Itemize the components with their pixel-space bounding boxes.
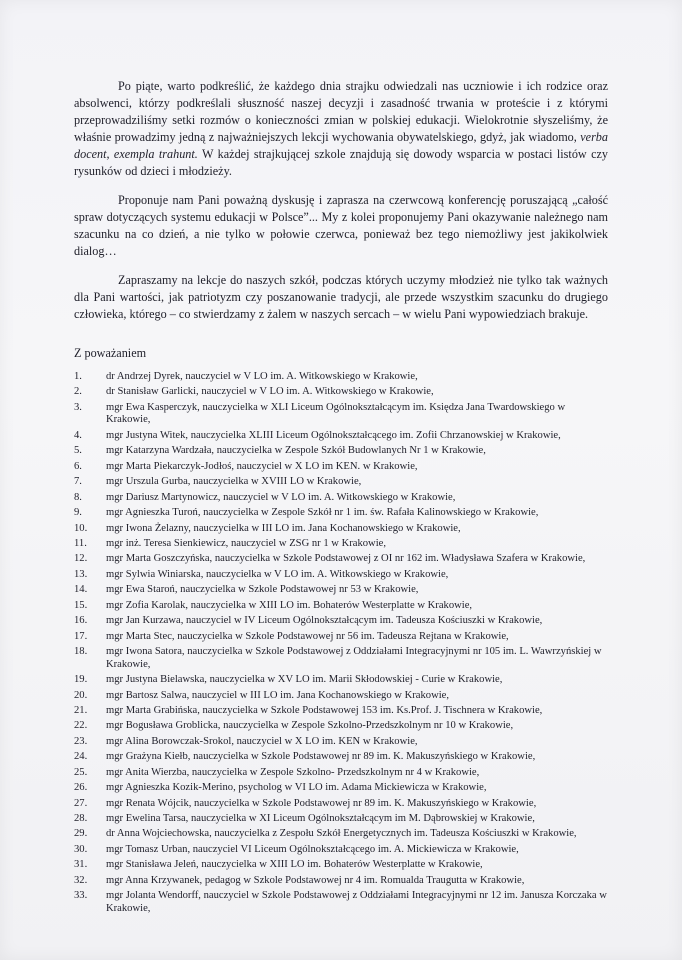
signatory-name: mgr Ewa Staroń, nauczycielka w Szkole Podstawowej nr 53 w Krakowie, [106, 584, 419, 596]
paragraph-1-tail: W każdej strajkującej szkole znajdują się dowody wsparcia w postaci listów czy rysunków od dzieci i młodzieży. [74, 147, 609, 178]
signatory-row [74, 813, 608, 826]
signatory-name: mgr Agnieszka Kozik-Merino, psycholog w VI LO im. Adama Mickiewicza w Krakowie, [106, 782, 487, 794]
closing-salutation: Z poważaniem [74, 346, 147, 360]
signatory-row [74, 844, 608, 857]
signatory-row [74, 646, 608, 671]
signatory-number: 16. [74, 615, 88, 627]
signatory-number: 27. [74, 797, 88, 809]
signatory-name: mgr Katarzyna Wardzała, nauczycielka w Zespole Szkół Budowlanych Nr 1 w Krakowie, [106, 445, 486, 457]
signatory-row [74, 736, 608, 749]
signatory-number: 18. [74, 646, 88, 658]
signatory-number: 31. [74, 859, 88, 871]
signatory-name: mgr Bartosz Salwa, nauczyciel w III LO im. Jana Kochanowskiego w Krakowie, [106, 689, 450, 701]
signatory-name: mgr Agnieszka Turoń, nauczycielka w Zespole Szkół nr 1 im. św. Rafała Kalinowskiego w Krakowie, [106, 507, 539, 519]
signatory-name: mgr inż. Teresa Sienkiewicz, nauczyciel w ZSG nr 1 w Krakowie, [106, 537, 386, 549]
signatory-name: mgr Marta Grabińska, nauczycielka w Szkole Podstawowej 153 im. Ks.Prof. J. Tischnera w Krakowie, [106, 704, 543, 716]
signatory-number: 3. [74, 401, 82, 413]
signatory-number: 1. [74, 371, 82, 382]
signatory-number: 28. [74, 813, 88, 824]
signatory-number: 30. [74, 843, 88, 855]
signatory-row [74, 445, 608, 458]
signatory-number: 23. [74, 735, 88, 747]
signatory-number: 15. [74, 599, 88, 611]
signatory-number: 22. [74, 720, 88, 732]
signatory-number: 29. [74, 828, 88, 840]
signatory-name: mgr Dariusz Martynowicz, nauczyciel w V LO im. A. Witkowskiego w Krakowie, [106, 491, 456, 503]
signatory-number: 25. [74, 766, 88, 778]
signatory-row [74, 523, 608, 536]
signatory-name: mgr Anna Krzywanek, pedagog w Szkole Podstawowej nr 4 im. Romualda Traugutta w Krakowie, [106, 874, 525, 886]
signatory-name: mgr Bogusława Groblicka, nauczycielka w Zespole Szkolno-Przedszkolnym nr 10 w Krakowie, [106, 720, 514, 732]
signatory-name: mgr Ewelina Tarsa, nauczycielka w XI Liceum Ogólnokształcącym im M. Dąbrowskiej w Krakowie, [106, 813, 535, 824]
signatory-name: mgr Iwona Żelazny, nauczycielka w III LO im. Jana Kochanowskiego w Krakowie, [106, 522, 461, 534]
signatory-name: mgr Stanisława Jeleń, nauczycielka w XIII LO im. Bohaterów Westerplatte w Krakowie, [106, 859, 483, 871]
signatory-name: mgr Sylwia Winiarska, nauczycielka w V LO im. A. Witkowskiego w Krakowie, [106, 568, 449, 580]
signatory-row [74, 492, 608, 505]
signatory-name: mgr Alina Borowczak-Srokol, nauczyciel w X LO im. KEN w Krakowie, [106, 735, 418, 747]
signatory-row [74, 751, 608, 764]
signatory-row [74, 402, 608, 427]
signatory-number: 21. [74, 704, 88, 716]
signatories-list [74, 371, 608, 915]
signatory-row [74, 600, 608, 613]
signatory-number: 4. [74, 429, 82, 441]
signatory-name: mgr Justyna Bielawska, nauczycielka w XV LO im. Marii Skłodowskiej - Curie w Krakowie, [106, 674, 503, 686]
signatory-number: 20. [74, 689, 88, 701]
signatory-row [74, 705, 608, 718]
signatory-name: mgr Jan Kurzawa, nauczyciel w IV Liceum Ogólnokształcącym im. Tadeusza Kościuszki w Krakowie, [106, 615, 543, 627]
paragraph-2 [74, 192, 608, 260]
signatory-number: 5. [74, 445, 82, 457]
signatory-row [74, 767, 608, 780]
signatory-number: 10. [74, 522, 88, 534]
signatory-row [74, 569, 608, 582]
signatory-name: mgr Urszula Gurba, nauczycielka w XVIII LO w Krakowie, [106, 476, 362, 488]
letter-body [74, 78, 608, 918]
signatory-row [74, 538, 608, 551]
signatory-number: 33. [74, 890, 88, 902]
signatory-name: mgr Zofia Karolak, nauczycielka w XIII LO im. Bohaterów Westerplatte w Krakowie, [106, 599, 473, 611]
signatory-name: mgr Jolanta Wendorff, nauczyciel w Szkole Podstawowej z Oddziałami Integracyjnymi nr 12 im. Janusza Korczaka w Krakowie, [106, 890, 607, 914]
paragraph-2-text: Proponuje nam Pani poważną dyskusję i zaprasza na czerwcową konferencję poruszającą „całość spraw dotyczących systemu edukacji w Polsce”... My z kolei proponujemy Pani okazywanie należnego nam szacunku na co dzień, a nie tylko w połowie czerwca, ponieważ bez tego niemożliwy jest jakikolwiek dialog… [74, 193, 608, 258]
signatory-row [74, 430, 608, 443]
signatory-row [74, 859, 608, 872]
signatory-row [74, 782, 608, 795]
signatory-number: 26. [74, 782, 88, 794]
signatory-name: mgr Grażyna Kiełb, nauczycielka w Szkole Podstawowej nr 89 im. K. Makuszyńskiego w Krakowie, [106, 751, 536, 763]
signatory-number: 13. [74, 568, 88, 580]
signatory-name: mgr Justyna Witek, nauczycielka XLIII Liceum Ogólnokształcącego im. Zofii Chrzanowskiej w Krakowie, [106, 429, 561, 441]
signatory-row [74, 720, 608, 733]
paragraph-1-latin-quote: verba docent, exempla trahunt. [74, 130, 608, 161]
signatory-row [74, 584, 608, 597]
signatory-row [74, 875, 608, 888]
signatory-number: 7. [74, 476, 82, 488]
signatory-number: 14. [74, 584, 88, 596]
signatory-number: 24. [74, 751, 88, 763]
paragraph-1 [74, 78, 608, 180]
signatory-number: 17. [74, 630, 88, 642]
signatory-name: dr Anna Wojciechowska, nauczycielka z Zespołu Szkół Energetycznych im. Tadeusza Kościuszki w Krakowie, [106, 828, 577, 840]
signatory-row [74, 386, 608, 399]
signatory-row [74, 828, 608, 841]
signatory-name: mgr Marta Goszczyńska, nauczycielka w Szkole Podstawowej z OI nr 162 im. Władysława Szafera w Krakowie, [106, 553, 586, 565]
signatory-name: mgr Ewa Kasperczyk, nauczycielka w XLI Liceum Ogólnokształcącym im. Księdza Jana Twardowskiego w Krakowie, [106, 401, 566, 426]
signatory-row [74, 615, 608, 628]
signatory-name: dr Andrzej Dyrek, nauczyciel w V LO im. A. Witkowskiego w Krakowie, [106, 371, 418, 382]
signatory-number: 9. [74, 507, 82, 519]
paragraph-3 [74, 272, 608, 323]
signatory-name: mgr Marta Piekarczyk-Jodłoś, nauczyciel w X LO im KEN. w Krakowie, [106, 460, 418, 472]
signatory-name: mgr Iwona Satora, nauczycielka w Szkole Podstawowej z Oddziałami Integracyjnymi nr 105 im. L. Wawrzyńskiej w Krakowie, [106, 646, 602, 670]
signatory-name: mgr Marta Stec, nauczycielka w Szkole Podstawowej nr 56 im. Tadeusza Rejtana w Krakowie, [106, 630, 509, 642]
signatory-number: 32. [74, 874, 88, 886]
signatory-row [74, 461, 608, 474]
signatory-name: mgr Renata Wójcik, nauczycielka w Szkole Podstawowej nr 89 im. K. Makuszyńskiego w Krakowie, [106, 797, 537, 809]
signatory-row [74, 631, 608, 644]
signatory-number: 12. [74, 553, 88, 565]
signatory-row [74, 690, 608, 703]
signatory-number: 2. [74, 386, 82, 398]
signatory-name: mgr Anita Wierzba, nauczycielka w Zespole Szkolno- Przedszkolnym nr 4 w Krakowie, [106, 766, 480, 778]
signatory-name: dr Stanisław Garlicki, nauczyciel w V LO im. A. Witkowskiego w Krakowie, [106, 386, 434, 398]
signatory-number: 19. [74, 674, 88, 686]
signatory-name: mgr Tomasz Urban, nauczyciel VI Liceum Ogólnokształcącego im. A. Mickiewicza w Krakowie, [106, 843, 519, 855]
paragraph-1-text: Po piąte, warto podkreślić, że każdego dnia strajku odwiedzali nas uczniowie i ich rodzice oraz absolwenci, którzy podkreślali słuszność naszej decyzji i zasadność trwania w proteście i z którymi przeprowadziliśmy setki rozmów o konieczności zmian w polskiej edukacji. Wielokrotnie słyszeliśmy, że właśnie prowadzimy jedną z najważniejszych lekcji wychowania obywatelskiego, gdyż, jak wiadomo, [74, 79, 608, 144]
signatory-row [74, 798, 608, 811]
signatory-row [74, 507, 608, 520]
signatory-number: 6. [74, 460, 82, 472]
signatory-row [74, 476, 608, 489]
signatory-number: 11. [74, 537, 87, 549]
signatory-row [74, 553, 608, 566]
signatory-row [74, 890, 608, 915]
signatory-row [74, 371, 608, 384]
signatory-number: 8. [74, 491, 82, 503]
signatory-row [74, 674, 608, 687]
paragraph-3-text: Zapraszamy na lekcje do naszych szkół, podczas których uczymy młodzież nie tylko tak ważnych dla Pani wartości, jak patriotyzm czy poszanowanie tradycji, ale przede wszystkim szacunku do drugiego człowieka, którego – co stwierdzamy z żalem w naszych sercach – w wielu Pani wypowiedziach brakuje. [74, 273, 608, 321]
